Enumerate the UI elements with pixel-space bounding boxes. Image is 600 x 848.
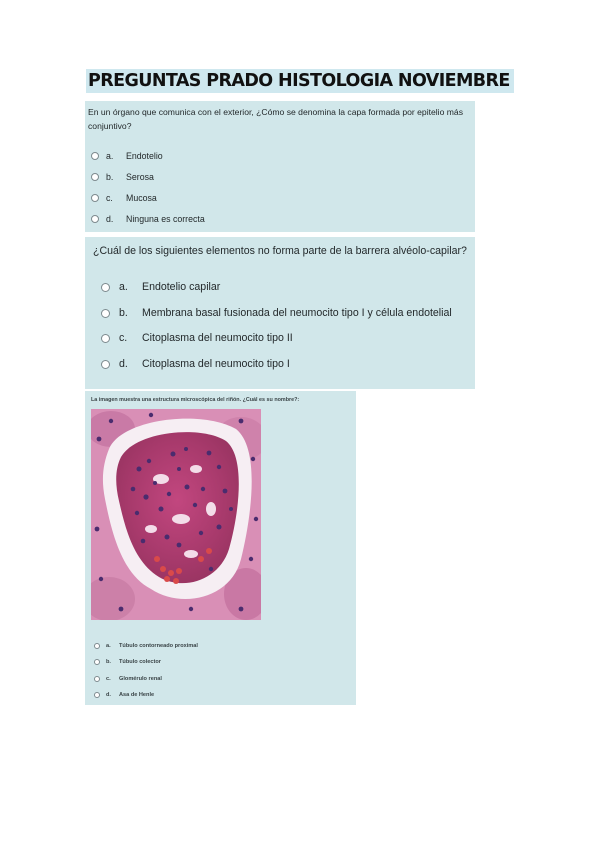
question-card-1 xyxy=(85,101,475,232)
option-c[interactable] xyxy=(91,193,157,203)
option-letter: c. xyxy=(106,193,113,203)
radio-button[interactable] xyxy=(94,643,100,649)
option-letter: b. xyxy=(119,307,128,319)
question-card-3 xyxy=(85,391,356,705)
radio-button[interactable] xyxy=(91,152,99,160)
option-letter: d. xyxy=(106,692,111,698)
radio-button[interactable] xyxy=(101,309,110,318)
option-label: Citoplasma del neumocito tipo II xyxy=(142,332,293,344)
option-label: Endotelio xyxy=(126,151,163,161)
question-text: La imagen muestra una estructura microscópica del riñón. ¿Cuál es su nombre?: xyxy=(91,397,300,403)
option-a[interactable] xyxy=(91,151,163,161)
option-label: Endotelio capilar xyxy=(142,281,221,293)
option-letter: a. xyxy=(106,151,114,161)
radio-button[interactable] xyxy=(94,692,100,698)
option-letter: a. xyxy=(106,643,111,649)
option-letter: c. xyxy=(106,676,111,682)
option-letter: b. xyxy=(106,172,114,182)
option-b[interactable] xyxy=(101,307,452,319)
radio-button[interactable] xyxy=(101,283,110,292)
option-d[interactable] xyxy=(94,692,154,698)
option-c[interactable] xyxy=(94,676,162,682)
option-letter: d. xyxy=(106,214,114,224)
option-d[interactable] xyxy=(101,358,290,370)
option-label: Ninguna es correcta xyxy=(126,214,205,224)
radio-button[interactable] xyxy=(101,334,110,343)
radio-button[interactable] xyxy=(91,215,99,223)
option-label: Asa de Henle xyxy=(119,692,155,698)
option-label: Citoplasma del neumocito tipo I xyxy=(142,358,290,370)
radio-button[interactable] xyxy=(101,360,110,369)
option-a[interactable] xyxy=(94,643,198,649)
radio-button[interactable] xyxy=(91,194,99,202)
question-text: En un órgano que comunica con el exterior, ¿Cómo se denomina la capa formada por epitelio más conjuntivo? xyxy=(88,107,463,131)
option-a[interactable] xyxy=(101,281,220,293)
option-letter: c. xyxy=(119,332,128,344)
page-title: PREGUNTAS PRADO HISTOLOGIA NOVIEMBRE xyxy=(88,71,510,91)
option-label: Serosa xyxy=(126,172,154,182)
option-label: Túbulo colector xyxy=(119,659,161,665)
option-label: Glomérulo renal xyxy=(119,676,162,682)
option-d[interactable] xyxy=(91,214,205,224)
option-letter: b. xyxy=(106,659,111,665)
radio-button[interactable] xyxy=(94,659,100,665)
radio-button[interactable] xyxy=(94,676,100,682)
option-label: Mucosa xyxy=(126,193,157,203)
option-label: Membrana basal fusionada del neumocito tipo I y célula endotelial xyxy=(142,307,452,319)
option-letter: a. xyxy=(119,281,128,293)
option-c[interactable] xyxy=(101,332,293,344)
option-label: Túbulo contorneado proximal xyxy=(119,643,198,649)
question-card-2 xyxy=(85,237,475,389)
kidney-glomerulus-micrograph xyxy=(91,409,261,620)
option-b[interactable] xyxy=(91,172,154,182)
option-letter: d. xyxy=(119,358,128,370)
option-b[interactable] xyxy=(94,659,161,665)
question-text: ¿Cuál de los siguientes elementos no forma parte de la barrera alvéolo-capilar? xyxy=(93,245,467,257)
radio-button[interactable] xyxy=(91,173,99,181)
